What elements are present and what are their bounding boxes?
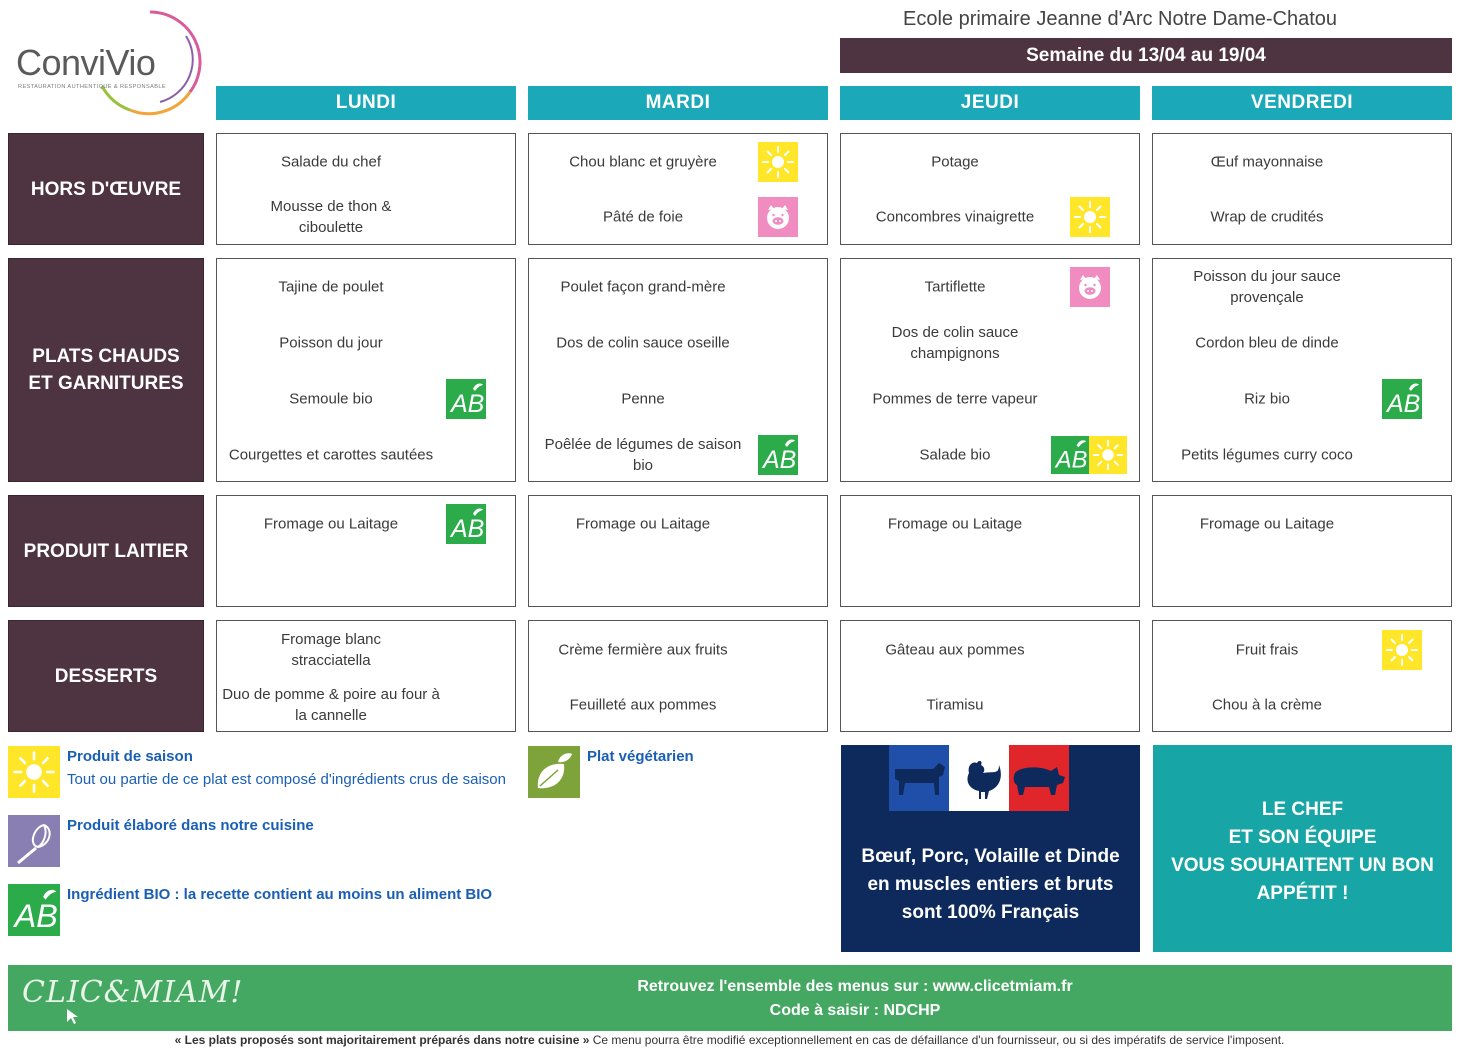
menu-item: Courgettes et carottes sautées — [228, 446, 434, 464]
france-line-2: en muscles entiers et bruts — [867, 874, 1114, 895]
brand-name: ConviVio — [16, 42, 156, 83]
menu-item: Fromage ou Laitage — [887, 515, 1023, 533]
menu-item: Salade du chef — [280, 153, 382, 171]
menu-item: Fromage ou Laitage — [1199, 515, 1335, 533]
school-name: Ecole primaire Jeanne d'Arc Notre Dame-Chatou — [902, 8, 1337, 30]
whisk-icon — [8, 815, 60, 867]
menu-cell-vendredi-desserts — [1152, 620, 1452, 732]
menu-cell-mardi-plats — [528, 258, 828, 482]
day-header-jeudi: JEUDI — [840, 86, 1140, 120]
pig-icon — [758, 197, 798, 237]
menu-item: Dos de colin sauce oseille — [556, 334, 730, 352]
footnote-rest: Ce menu pourra être modifié exceptionnellement en cas de défaillance d'un fournisseur, ou si des impératifs de service l'imposent. — [589, 1033, 1285, 1047]
category-hors-doeuvre — [8, 133, 204, 245]
ab-bio-icon — [1051, 436, 1089, 474]
menu-item: Poêlée de légumes de saison bio — [544, 436, 742, 474]
menu-item: Crème fermière aux fruits — [558, 641, 728, 659]
day-header-mardi: MARDI — [528, 86, 828, 120]
convivio-logo — [10, 4, 200, 122]
menu-item: Poulet façon grand-mère — [560, 278, 726, 296]
chef-message-box — [1153, 745, 1452, 952]
menu-item: Fromage blanc stracciatella — [280, 631, 382, 669]
menu-cell-vendredi-hors-doeuvre — [1152, 133, 1452, 245]
menu-cell-jeudi-desserts — [840, 620, 1140, 732]
menu-item: Pommes de terre vapeur — [872, 390, 1038, 408]
menu-item: Tiramisu — [926, 696, 984, 714]
menu-item: Dos de colin sauce champignons — [891, 324, 1019, 362]
menu-item: Fromage ou Laitage — [575, 515, 711, 533]
banner-url-line: Retrouvez l'ensemble des menus sur : www.clicetmiam.fr — [637, 978, 1073, 995]
pig-icon — [1070, 267, 1110, 307]
menu-item: Chou à la crème — [1211, 696, 1323, 714]
sun-icon — [758, 142, 798, 182]
menu-item: Tajine de poulet — [278, 278, 384, 296]
menu-item: Concombres vinaigrette — [875, 208, 1035, 226]
sun-icon — [1089, 436, 1127, 474]
menu-item: Œuf mayonnaise — [1210, 153, 1324, 171]
france-origin-box — [841, 745, 1140, 952]
footnote-bold: « Les plats proposés sont majoritairement préparés dans notre cuisine » — [174, 1033, 590, 1047]
menu-cell-mardi-hors-doeuvre — [528, 133, 828, 245]
french-flag-animals-icon — [889, 745, 1069, 811]
clicetmiam-logo: CLIC&MIAM! — [22, 975, 244, 1010]
day-header-lundi: LUNDI — [216, 86, 516, 120]
legend-homemade-title: Produit élaboré dans notre cuisine — [67, 817, 314, 834]
menu-cell-jeudi-laitier — [840, 495, 1140, 607]
menu-cell-lundi-desserts — [216, 620, 516, 732]
ab-bio-icon — [446, 379, 486, 419]
menu-item: Pâté de foie — [602, 208, 684, 226]
category-produit-laitier — [8, 495, 204, 607]
menu-item: Semoule bio — [289, 390, 373, 408]
menu-cell-lundi-hors-doeuvre — [216, 133, 516, 245]
menu-item: Duo de pomme & poire au four à la cannelle — [222, 686, 440, 724]
ab-bio-icon — [446, 504, 486, 544]
menu-cell-vendredi-plats — [1152, 258, 1452, 482]
leaf-icon — [528, 746, 580, 798]
france-origin-text — [841, 843, 1140, 927]
banner-code-line: Code à saisir : NDCHP — [769, 1002, 941, 1019]
legend-veggie-title: Plat végétarien — [587, 748, 694, 765]
category-desserts — [8, 620, 204, 732]
chef-line-1: LE CHEF — [1261, 798, 1344, 820]
menu-item: Poisson du jour sauce provençale — [1193, 268, 1341, 306]
category-label-line2: ET GARNITURES — [28, 373, 184, 394]
menu-item: Salade bio — [919, 446, 991, 464]
ab-bio-icon — [758, 435, 798, 475]
day-header-vendredi: VENDREDI — [1152, 86, 1452, 120]
menu-cell-lundi-plats — [216, 258, 516, 482]
cursor-icon — [64, 1007, 82, 1025]
france-line-1: Bœuf, Porc, Volaille et Dinde — [861, 846, 1120, 867]
menu-item: Gâteau aux pommes — [885, 641, 1025, 659]
chef-line-4: APPÉTIT ! — [1256, 882, 1349, 904]
menu-item: Chou blanc et gruyère — [569, 153, 717, 171]
menu-item: Poisson du jour — [279, 334, 383, 352]
category-label-line1: PLATS CHAUDS — [32, 346, 180, 367]
menu-item: Feuilleté aux pommes — [569, 696, 717, 714]
menu-item: Mousse de thon & ciboulette — [270, 198, 392, 236]
week-banner: Semaine du 13/04 au 19/04 — [840, 38, 1452, 73]
menu-cell-jeudi-hors-doeuvre — [840, 133, 1140, 245]
menu-cell-lundi-laitier — [216, 495, 516, 607]
menu-item: Cordon bleu de dinde — [1195, 334, 1339, 352]
menu-item: Tartiflette — [924, 278, 986, 296]
sun-icon — [8, 746, 60, 798]
legend-season-text: Tout ou partie de ce plat est composé d'ingrédients crus de saison — [67, 771, 506, 788]
menu-cell-vendredi-laitier — [1152, 495, 1452, 607]
menu-item: Potage — [931, 153, 979, 171]
menu-item: Riz bio — [1244, 390, 1290, 408]
menu-item: Penne — [621, 390, 665, 408]
menu-cell-mardi-laitier — [528, 495, 828, 607]
category-plats-chauds — [8, 258, 204, 482]
menu-cell-jeudi-plats — [840, 258, 1140, 482]
category-label: HORS D'ŒUVRE — [30, 178, 182, 200]
chef-line-3: VOUS SOUHAITENT UN BON — [1171, 854, 1434, 876]
chef-line-2: ET SON ÉQUIPE — [1228, 826, 1377, 848]
brand-tagline: RESTAURATION AUTHENTIQUE & RESPONSABLE — [18, 84, 167, 90]
sun-icon — [1070, 197, 1110, 237]
france-line-3: sont 100% Français — [901, 902, 1080, 923]
footnote — [0, 1033, 1459, 1047]
menu-item: Fromage ou Laitage — [263, 515, 399, 533]
ab-bio-icon — [8, 884, 60, 936]
category-label: DESSERTS — [54, 665, 158, 687]
sun-icon — [1382, 630, 1422, 670]
ab-bio-icon — [1382, 379, 1422, 419]
menu-item: Petits légumes curry coco — [1181, 446, 1353, 464]
clicetmiam-banner — [8, 965, 1452, 1031]
menu-item: Wrap de crudités — [1210, 208, 1324, 226]
menu-cell-mardi-desserts — [528, 620, 828, 732]
legend-season-title: Produit de saison — [67, 748, 193, 765]
legend-bio-title: Ingrédient BIO : la recette contient au moins un aliment BIO — [67, 886, 493, 903]
category-label: PRODUIT LAITIER — [23, 540, 189, 562]
menu-item: Fruit frais — [1235, 641, 1299, 659]
